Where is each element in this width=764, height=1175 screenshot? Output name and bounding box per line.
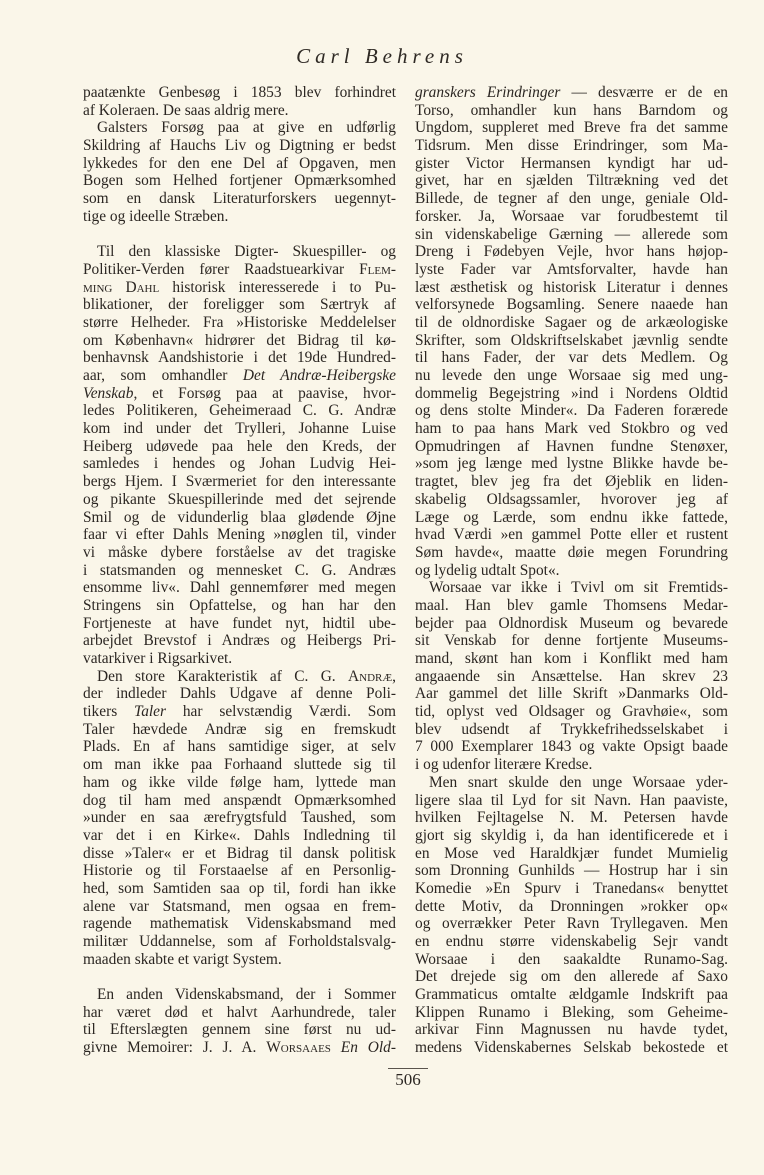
text-segment: Den store Karakteristik af C. G. (97, 667, 349, 685)
text-line (415, 402, 728, 420)
text-line (415, 155, 728, 173)
text-line-content: Skrifter, som Oldskriftselskabet jævnlig sendte (415, 331, 728, 349)
text-line (415, 1004, 728, 1022)
text-line (83, 438, 396, 456)
text-line (415, 668, 728, 686)
text-line-content: der indleder Dahls Udgave af denne Poli- (83, 685, 396, 703)
text-line-content: dommelig Begejstring »ind i Nordens Oldtid (415, 384, 728, 402)
paragraph (83, 243, 396, 668)
text-line-content: Aar gammel det lille Skrift »Danmarks Old- (415, 685, 728, 703)
text-line (415, 579, 728, 597)
text-line-content: Søm havde«, maatte døie megen Forundring (415, 543, 728, 561)
text-line (83, 473, 396, 491)
text-line (83, 491, 396, 509)
text-segment: , (392, 667, 396, 685)
text-line-content: forsker. Ja, Worsaae var forudbestemt til (415, 207, 728, 225)
text-line-content: skabelig Oldsagssamler, hvorover jeg af (415, 490, 728, 508)
text-line-content: dog til ham med anspændt Opmærksomhed (83, 791, 396, 809)
text-line (415, 420, 728, 438)
text-line-content: i og udenfor literære Kredse. (415, 756, 593, 774)
text-line (83, 420, 396, 438)
text-line (415, 792, 728, 810)
text-line-content (83, 279, 396, 297)
text-line (415, 137, 728, 155)
text-line (83, 792, 396, 810)
text-line-content: Fortjeneste at have fundet nyt, hidtil ube- (83, 614, 396, 632)
small-caps-name: ming Dahl (83, 278, 160, 296)
text-line-content: en Mose ved Haraldkjær fundet Mumielig (415, 844, 728, 862)
text-line (415, 986, 728, 1004)
text-line-content: tragtet, blev jeg fra det Øjeblik en liden- (415, 473, 728, 491)
text-line-content: Stringens sin Opfattelse, og han har den (83, 596, 396, 614)
text-line (83, 880, 396, 898)
text-line-content: Worsaae i den saakaldte Runamo-Sag. (415, 950, 728, 968)
text-line-content (415, 84, 728, 102)
text-line (415, 296, 728, 314)
text-line-content: alene var Statsmand, men ogsaa en frem- (83, 897, 396, 915)
text-line (83, 279, 396, 297)
text-line (415, 898, 728, 916)
text-line-content: angaaende sin Ansættelse. Han skrev 23 (415, 667, 728, 685)
text-line (415, 809, 728, 827)
paragraph (83, 986, 396, 1057)
text-line (83, 314, 396, 332)
text-line (415, 721, 728, 739)
text-line-content: arkivar Finn Magnussen nu havde tydet, (415, 1021, 728, 1039)
text-line-content: til de oldnordiske Sagaer og de arkæologiske (415, 313, 728, 331)
text-line (415, 385, 728, 403)
paragraph (83, 119, 396, 225)
text-line-content: Til den klassiske Digter- Skuespiller- og (97, 243, 396, 261)
text-line-content: ham og ikke vilde følge ham, lyttede man (83, 773, 396, 791)
text-line-content: velforsynede Bogsamling. Senere naaede han (415, 296, 728, 314)
text-line (83, 738, 396, 756)
text-line (83, 544, 396, 562)
text-line (83, 827, 396, 845)
text-line-content: Billede, de tegner af den unge, geniale Old- (415, 190, 728, 208)
text-segment: givne Memoirer: J. J. A. (83, 1039, 267, 1057)
text-line-content: bergs Hjem. I Sværmeriet for den interessante (83, 473, 396, 491)
text-line (415, 756, 728, 774)
text-line (83, 509, 396, 527)
running-head-title: Carl Behrens (296, 44, 468, 68)
text-line (415, 951, 728, 969)
text-line (83, 402, 396, 420)
text-line (83, 597, 396, 615)
italic-title: Venskab (83, 384, 134, 402)
text-line-content: og overrækker Peter Ravn Tryllegaven. Men (415, 915, 728, 933)
text-column-left (83, 84, 396, 1057)
paragraph (83, 668, 396, 969)
text-line-content: ragende mathematisk Videnskabsmand med (83, 915, 396, 933)
text-line (83, 155, 396, 173)
text-line (83, 332, 396, 350)
text-line (83, 809, 396, 827)
text-line-content: Tidsrum. Men disse Erindringer, som Ma- (415, 137, 728, 155)
text-line-content: ligere slaa til Lyd for sit Navn. Han paaviste, (415, 791, 728, 809)
text-line-content: som en dansk Literaturforskers uegennyt- (83, 190, 396, 208)
italic-title: En Old- (340, 1039, 396, 1057)
text-line-content: lyste Fader var Amtsforvalter, havde han (415, 260, 728, 278)
text-line-content: hvad Værdi »en gammel Potte eller et rustent (415, 526, 728, 544)
text-line (415, 119, 728, 137)
text-line (415, 279, 728, 297)
text-line-content: tige og ideelle Stræben. (83, 207, 229, 225)
text-line (83, 579, 396, 597)
text-line-content: Klippen Runamo i Bleking, som Geheime- (415, 1003, 728, 1021)
text-line (83, 102, 396, 120)
text-line (415, 880, 728, 898)
italic-title: Det Andræ-Heibergske (242, 367, 396, 384)
italic-title: granskers Erindringer (415, 84, 561, 101)
text-line-content: hvilken Fejltagelse N. M. Petersen havde (415, 809, 728, 827)
text-line (415, 190, 728, 208)
text-line (415, 455, 728, 473)
text-line (415, 226, 728, 244)
text-line (83, 243, 396, 261)
text-segment: aar, som omhandler (83, 367, 243, 384)
text-line-content: til hans Fader, der var dets Medlem. Og (415, 349, 728, 367)
text-segment: historisk interesserede i to Pu- (159, 278, 396, 296)
text-segment: tikers (83, 703, 135, 721)
text-line (415, 862, 728, 880)
text-line (415, 367, 728, 385)
text-line-content: Skildring af Hauchs Liv og Digtning er bedst (83, 137, 396, 155)
text-line-content: maaden skabte et varigt System. (83, 950, 282, 968)
text-line (83, 296, 396, 314)
text-line (83, 898, 396, 916)
text-segment: Politiker-Verden fører Raadstuearkivar (83, 260, 360, 278)
text-line (83, 1039, 396, 1057)
italic-title: Taler (134, 703, 166, 721)
text-line (83, 190, 396, 208)
text-line (415, 632, 728, 650)
text-line (83, 845, 396, 863)
text-line (83, 367, 396, 385)
text-line (83, 668, 396, 686)
text-line-content: Ungdom, suppleret med Breve fra det samme (415, 119, 728, 137)
text-line (415, 438, 728, 456)
text-line-content: Komedie »En Spurv i Tranedans« benyttet (415, 879, 728, 897)
text-line (415, 349, 728, 367)
text-line-content: En anden Videnskabsmand, der i Sommer (97, 986, 396, 1004)
text-line-content: arbejdet Brevstof i Andræs og Heibergs Pri- (83, 632, 396, 650)
text-line-content: ensomme liv«. Dahl gennemfører med megen (83, 579, 396, 597)
text-line-content: hed, som Samtiden saa op til, fordi han ikke (83, 879, 396, 897)
text-segment (331, 1039, 341, 1056)
page-number: 506 (388, 1068, 428, 1090)
text-line-content: kom ind under det Trylleri, Johanne Luise (83, 420, 396, 438)
text-line (415, 491, 728, 509)
text-line (415, 915, 728, 933)
text-line (83, 703, 396, 721)
text-line (83, 615, 396, 633)
text-line (415, 827, 728, 845)
text-line-content: »under en saa ærefrygtsfuld Taushed, som (83, 809, 396, 827)
text-line-content: Taler hævdede Andræ sig en fremskudt (83, 720, 396, 738)
text-line-content: vi måske dybere forståelse av det tragiske (83, 543, 396, 561)
text-line-content (97, 668, 396, 686)
text-line-content: en endnu større videnskabelig Sejr vandt (415, 933, 728, 950)
text-line-content: har været død et halvt Aarhundrede, taler (83, 1003, 396, 1021)
text-line-content: Torso, omhandler kun hans Barndom og (415, 101, 728, 119)
text-line (83, 685, 396, 703)
text-line (415, 261, 728, 279)
text-line-content: Worsaae var ikke i Tvivl om sit Fremtids- (429, 579, 728, 597)
small-caps-name: Worsaaes (266, 1039, 331, 1057)
text-line-content: større Helheder. Fra »Historiske Meddelelser (83, 313, 396, 331)
text-line-content: om København« hidrører det Bidrag til kø- (83, 331, 396, 349)
text-line (83, 632, 396, 650)
text-section (83, 986, 396, 1057)
text-line (83, 526, 396, 544)
text-segment: har selvstændig Værdi. Som (166, 703, 396, 721)
text-line-content: Dreng i Fødebyen Vejle, hvor hans højop- (415, 243, 728, 261)
text-line (415, 738, 728, 756)
text-line-content: og dens stolte Minder«. Da Faderen forærede (415, 402, 728, 420)
text-line (83, 650, 396, 668)
text-line (83, 915, 396, 933)
text-line-content: i statsmanden og mennesket C. G. Andræs (83, 561, 396, 579)
text-line-content: blikationer, der foreligger som Særtryk af (83, 296, 396, 314)
text-line-content: ledes Politikeren, Geheimeraad C. G. Andræ (83, 402, 396, 420)
text-line-content (83, 1039, 396, 1057)
text-line-content: mand, skønt han kom i Konflikt med ham (415, 650, 728, 667)
text-segment: , et Forsøg paa at paavise, hvor- (133, 384, 396, 402)
text-line-content: til Efterslægten gennem sine først nu ud- (83, 1021, 396, 1039)
text-line (415, 703, 728, 721)
text-line-content: bejder paa Oldnordisk Museum og bevarede (415, 614, 728, 632)
text-line (83, 349, 396, 367)
text-section (83, 243, 396, 968)
text-line (415, 650, 728, 668)
text-line (415, 473, 728, 491)
paragraph (415, 84, 728, 579)
text-line-content: maal. Han blev gamle Thomsens Medar- (415, 596, 728, 614)
text-line-content: Smil og de vidunderlig blaa glødende Øjne (83, 508, 396, 526)
text-section (415, 84, 728, 1057)
text-line-content: Galsters Forsøg paa at give en udførlig (97, 119, 396, 137)
text-line-content: Heiberg udøvede paa hele den Kreds, der (83, 437, 396, 455)
text-line-content: gjort sig skyldig i, da han identificerede et i (415, 826, 728, 844)
text-line (415, 1039, 728, 1057)
text-line-content: som Dronning Gunhilds — Hostrup har i sin (415, 862, 728, 880)
text-line (83, 208, 396, 226)
text-line (415, 172, 728, 190)
text-line-content: Opmudringen af Havnen fundne Stenøxer, (415, 437, 728, 455)
text-line (415, 968, 728, 986)
text-line-content: Læge og Lærde, som endnu ikke fattede, (415, 508, 728, 526)
text-line (415, 544, 728, 562)
text-line-content: Men snart skulde den unge Worsaae yder- (429, 773, 728, 791)
text-line (415, 845, 728, 863)
text-line (83, 137, 396, 155)
text-line-content: Det drejede sig om den allerede af Saxo (415, 968, 728, 986)
text-line-content: Bogen som Helhed fortjener Opmærksomhed (83, 172, 396, 190)
text-line-content: paatænkte Genbesøg i 1853 blev forhindret (83, 84, 396, 101)
text-line (415, 332, 728, 350)
text-line-content (83, 261, 396, 279)
text-line-content: disse »Taler« er et Bidrag til dansk politisk (83, 844, 396, 862)
paragraph (415, 579, 728, 774)
text-line-content: nu levede den unge Worsaae sig med ung- (415, 367, 728, 384)
text-line (83, 1021, 396, 1039)
text-segment: — desværre er de en (560, 84, 728, 101)
paragraph (415, 774, 728, 1057)
text-line-content: blev udsendt af Trykkefrihedsselskabet i (415, 720, 728, 738)
text-line (83, 455, 396, 473)
text-line (415, 774, 728, 792)
text-line (83, 933, 396, 951)
text-line (83, 774, 396, 792)
text-line (415, 243, 728, 261)
text-line-content: faar vi efter Dahls Mening »nøglen til, vinder (83, 526, 396, 544)
text-line (415, 933, 728, 951)
text-line (83, 261, 396, 279)
text-line-content: læst æsthetisk og historisk Literatur i dennes (415, 278, 728, 296)
text-line (83, 721, 396, 739)
text-line-content: medens Videnskabernes Selskab bekostede et (415, 1039, 728, 1057)
text-line (415, 685, 728, 703)
text-line-content: militær Uddannelse, som af Forholdstalsvalg- (83, 933, 396, 950)
text-line (415, 562, 728, 580)
text-line (83, 986, 396, 1004)
text-line-content: var det i en Kirke«. Dahls Indledning til (83, 826, 396, 844)
text-line-content: og lydelig udtalt Spot«. (415, 561, 560, 579)
text-line (415, 314, 728, 332)
small-caps-name: Flem- (359, 260, 396, 278)
text-line-content: Historie og til Forstaaelse af en Personlig- (83, 862, 396, 880)
text-line-content: Plads. En af hans samtidige siger, at selv (83, 738, 396, 756)
text-line (415, 615, 728, 633)
text-line-content (83, 367, 396, 385)
text-line (83, 756, 396, 774)
text-line-content: 7 000 Exemplarer 1843 og vakte Opsigt baade (415, 738, 728, 756)
text-line-content: givet, har en sjælden Tiltrækning ved det (415, 172, 728, 190)
text-line-content: vatarkiver i Rigsarkivet. (83, 650, 233, 667)
text-line (415, 102, 728, 120)
text-line-content: lykkedes for den ene Del af Opgaven, men (83, 154, 396, 172)
text-line (83, 119, 396, 137)
text-line-content (83, 385, 396, 403)
text-line-content: ham to paa hans Mark ved Stokbro og ved (415, 420, 728, 438)
text-line (415, 526, 728, 544)
paragraph (83, 84, 396, 119)
text-line-content: Grammaticus omtalte ældgamle Indskrift paa (415, 986, 728, 1004)
text-line-content: af Koleraen. De saas aldrig mere. (83, 101, 289, 119)
text-line-content: benhavnsk Aandshistorie i det 19de Hundred- (83, 349, 396, 367)
text-column-right (415, 84, 728, 1057)
text-line (83, 562, 396, 580)
text-line (83, 951, 396, 969)
text-line (83, 862, 396, 880)
text-line-content (83, 703, 396, 721)
text-line-content: sit Venskab for denne fortjente Museums- (415, 632, 728, 650)
text-line-content: dette Motiv, da Dronningen »rokker op« (415, 897, 728, 915)
text-line (415, 597, 728, 615)
small-caps-name: Andræ (348, 667, 393, 685)
text-line (415, 1021, 728, 1039)
text-line (415, 509, 728, 527)
text-line-content: sin videnskabelige Gærning — allerede som (415, 225, 728, 243)
text-line (415, 84, 728, 102)
text-line-content: gister Victor Hermansen kyndigt har ud- (415, 154, 728, 172)
text-line-content: tid, oplyst ved Oldsager og Gravhøie«, som (415, 703, 728, 721)
text-line-content: samledes i hendes og Johan Ludvig Hei- (83, 455, 396, 473)
text-line-content: om man ikke paa Forhaand sluttede sig til (83, 756, 396, 774)
text-line-content: og pikante Skuespillerinde med det sejrende (83, 490, 396, 508)
text-line (83, 172, 396, 190)
text-section (83, 84, 396, 226)
text-line (83, 84, 396, 102)
text-line (415, 208, 728, 226)
text-line (83, 1004, 396, 1022)
text-line-content: »som jeg længe med lystne Blikke havde be- (415, 455, 728, 473)
text-line (83, 385, 396, 403)
